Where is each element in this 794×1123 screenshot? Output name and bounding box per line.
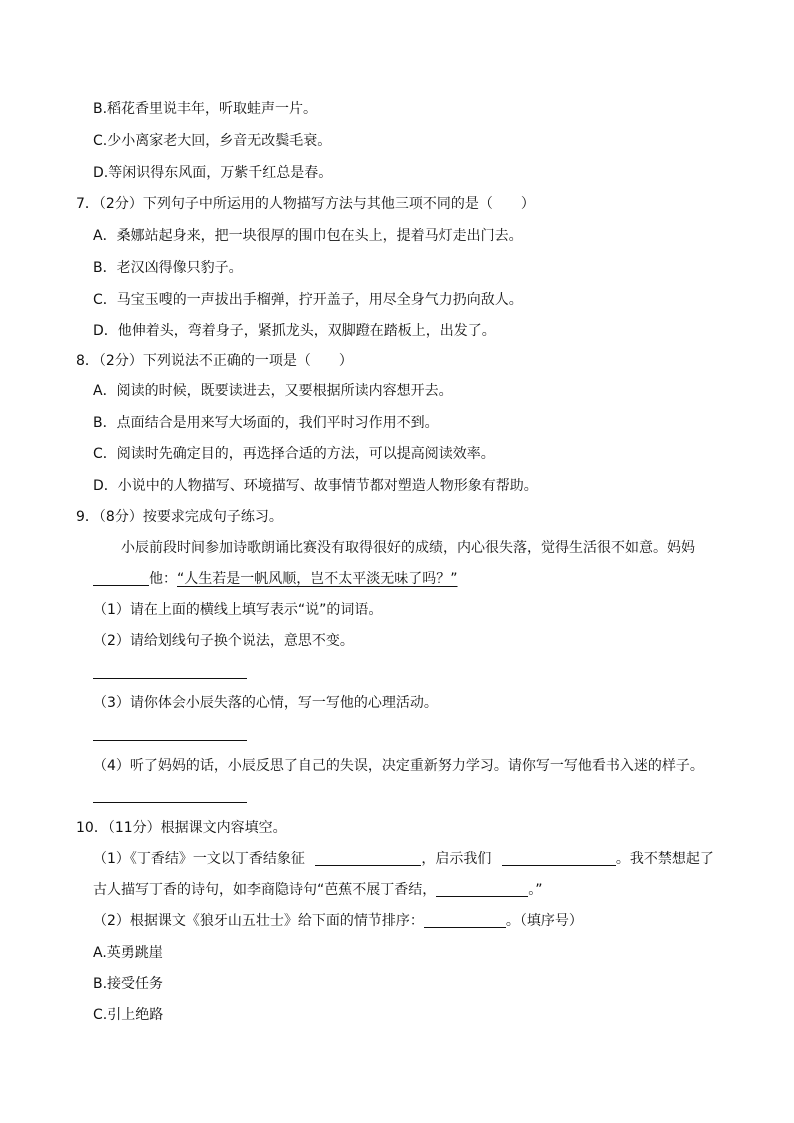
q7-option-d: D．他伸着头，弯着身子，紧抓龙头，双脚蹬在踏板上，出发了。 xyxy=(93,323,496,339)
q9-sub1: （1）请在上面的横线上填写表示“说”的词语。 xyxy=(93,602,383,618)
q9-sub3-answer-line[interactable] xyxy=(93,740,247,741)
q9-underlined-sentence: “人生若是一帆风顺，岂不太平淡无味了吗？” xyxy=(177,571,458,587)
q10-option-a: A.英勇跳崖 xyxy=(93,945,163,961)
q9-sub3: （3）请你体会小辰失落的心情，写一写他的心理活动。 xyxy=(93,695,438,711)
q10-sub2-text-b: 。（填序号） xyxy=(505,913,583,929)
q10-sub1-line1 xyxy=(93,849,714,869)
q10-sub1-text-c: 。我不禁想起了 xyxy=(615,851,714,867)
q9-passage-line1: 小辰前段时间参加诗歌朗诵比赛没有取得很好的成绩，内心很失落，觉得生活很不如意。妈妈 xyxy=(121,540,695,556)
q10-sub2 xyxy=(93,911,583,931)
q8-option-a: A．阅读的时候，既要读进去，又要根据所读内容想开去。 xyxy=(93,383,453,399)
q10-sub2-text-a: （2）根据课文《狼牙山五壮士》给下面的情节排序： xyxy=(93,913,424,929)
q7-option-c: C．马宝玉嗖的一声拔出手榴弹，拧开盖子，用尽全身气力扔向敌人。 xyxy=(93,292,523,308)
q7-option-b: B．老汉凶得像只豹子。 xyxy=(93,260,243,276)
q10-poem-blank[interactable] xyxy=(436,880,528,897)
q10-sub1-text-d: 古人描写丁香的诗句，如李商隐诗句“芭蕉不展丁香结， xyxy=(93,882,437,898)
q9-sub4: （4）听了妈妈的话，小辰反思了自己的失误，决定重新努力学习。请你写一写他看书入迷的样子。 xyxy=(93,758,704,774)
q10-symbol-blank[interactable] xyxy=(315,849,421,866)
q6-option-c: C.少小离家老大回，乡音无改鬓毛衰。 xyxy=(93,133,332,149)
q9-stem: 9．（8分）按要求完成句子练习。 xyxy=(76,509,283,525)
q7-stem: 7．（2分）下列句子中所运用的人物描写方法与其他三项不同的是（ ） xyxy=(76,196,535,212)
q6-option-d: D.等闲识得东风面，万紫千红总是春。 xyxy=(93,165,333,181)
q10-sub1-text-e: 。” xyxy=(528,882,543,898)
q8-stem: 8．（2分）下列说法不正确的一项是（ ） xyxy=(76,353,353,369)
q10-sub1-text-b: ，启示我们 xyxy=(421,851,492,867)
q10-stem: 10．（11分）根据课文内容填空。 xyxy=(76,820,287,836)
q8-option-b: B．点面结合是用来写大场面的，我们平时习作用不到。 xyxy=(93,415,439,431)
q10-option-c: C.引上绝路 xyxy=(93,1007,164,1023)
q9-sub4-answer-line[interactable] xyxy=(93,802,247,803)
q10-sub1-text-a: （1）《丁香结》一文以丁香结象征 xyxy=(93,851,305,867)
q9-passage-he: 他： xyxy=(149,571,177,587)
q7-option-a: A．桑娜站起身来，把一块很厚的围巾包在头上，提着马灯走出门去。 xyxy=(93,228,523,244)
q10-order-blank[interactable] xyxy=(424,911,506,928)
q9-say-blank[interactable] xyxy=(93,569,149,586)
q6-option-b: B.稻花香里说丰年，听取蛙声一片。 xyxy=(93,101,318,117)
q10-option-b: B.接受任务 xyxy=(93,976,164,992)
q9-sub2-answer-line[interactable] xyxy=(93,678,247,679)
q10-sub1-line2 xyxy=(93,880,543,900)
q8-option-c: C．阅读时先确定目的，再选择合适的方法，可以提高阅读效率。 xyxy=(93,446,495,462)
q8-option-d: D．小说中的人物描写、环境描写、故事情节都对塑造人物形象有帮助。 xyxy=(93,478,538,494)
q10-lesson-blank[interactable] xyxy=(502,849,616,866)
q9-sub2: （2）请给划线句子换个说法，意思不变。 xyxy=(93,633,354,649)
q9-passage-line2 xyxy=(93,569,458,589)
